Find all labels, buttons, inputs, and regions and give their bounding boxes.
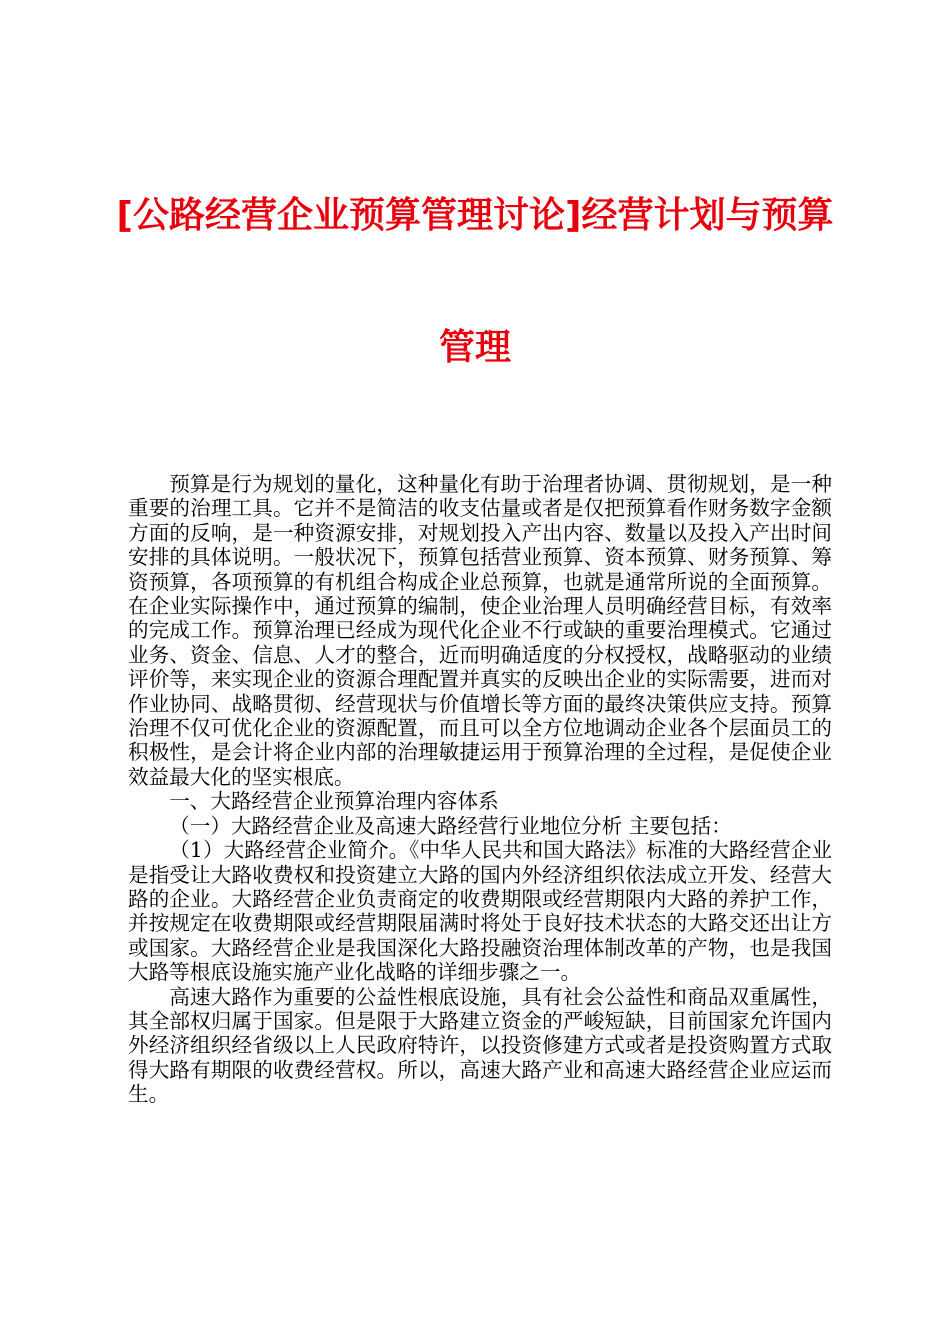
document-title bbox=[0, 196, 950, 368]
title-line-2: 管理 bbox=[438, 327, 511, 368]
intro-paragraph: 预算是行为规划的量化，这种量化有助于治理者协调、贯彻规划，是一种重要的治理工具。它并不是简洁的收支估量或者是仅把预算看作财务数字金额方面的反响，是一种资源安排，对规划投入产出内容、数量以及投入产出时间安排的具体说明。一般状况下，预算包括营业预算、资本预算、财务预算、筹资预算，各项预算的有机组合构成企业总预算，也就是通常所说的全面预算。在企业实际操作中，通过预算的编制，使企业治理人员明确经营目标，有效率的完成工作。预算治理已经成为现代化企业不行或缺的重要治理模式。它通过业务、资金、信息、人才的整合，近而明确适度的分权授权，战略驱动的业绩评价等，来实现企业的资源合理配置并真实的反映出企业的实际需要，进而对作业协同、战略贯彻、经营现状与价值增长等方面的最终决策供应支持。预算治理不仅可优化企业的资源配置，而且可以全方位地调动企业各个层面员工的积极性，是会计将企业内部的治理敏捷运用于预算治理的全过程，是促使企业效益最大化的坚实根底。 bbox=[128, 472, 832, 789]
highway-paragraph: 高速大路作为重要的公益性根底设施，具有社会公益性和商品双重属性，其全部权归属于国家。但是限于大路建立资金的严峻短缺，目前国家允许国内外经济组织经省级以上人民政府特许，以投资修建方式或者是投资购置方式取得大路有期限的收费经营权。所以，高速大路产业和高速大路经营企业应运而生。 bbox=[128, 984, 832, 1107]
section-heading: 一、大路经营企业预算治理内容体系 bbox=[169, 789, 499, 814]
company-intro-paragraph: （1）大路经营企业简介。《中华人民共和国大路法》标准的大路经营企业是指受让大路收费权和投资建立大路的国内外经济组织依法成立开发、经营大路的企业。大路经营企业负责商定的收费期限或经营期限内大路的养护工作，并按规定在收费期限或经营期限届满时将处于良好技术状态的大路交还出让方或国家。大路经营企业是我国深化大路投融资治理体制改革的产物，也是我国大路等根底设施实施产业化战略的详细步骤之一。 bbox=[128, 838, 832, 985]
title-line-1: [公路经营企业预算管理讨论]经营计划与预算 bbox=[116, 195, 834, 236]
document-body bbox=[128, 472, 832, 1107]
subsection-heading: （一）大路经营企业及高速大路经营行业地位分析 主要包括： bbox=[169, 813, 732, 838]
